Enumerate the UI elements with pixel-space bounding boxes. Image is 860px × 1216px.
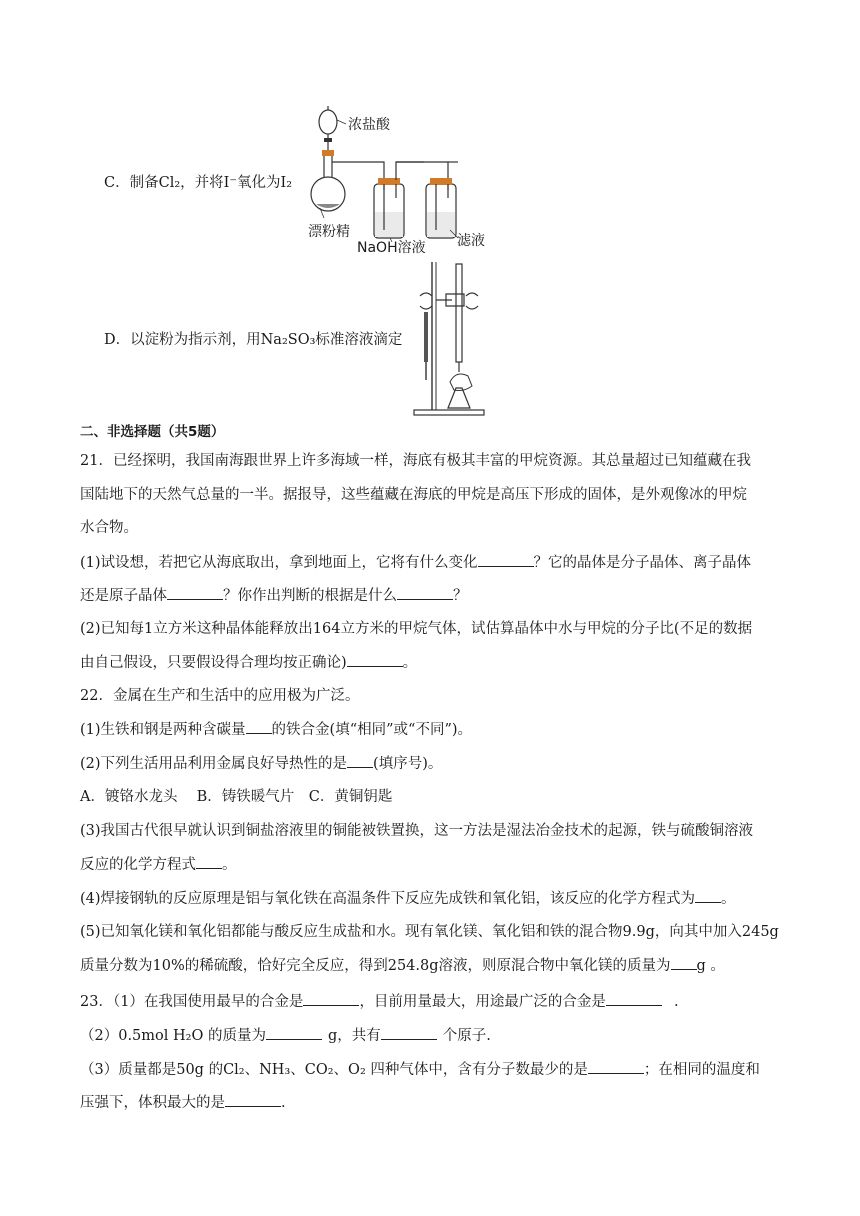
answer-blank[interactable] xyxy=(695,888,721,903)
q23-line3-text-a: （3）质量都是50g 的Cl₂、NH₃、CO₂、O₂ 四种气体中，含有分子数最少的是 xyxy=(80,1062,588,1078)
q21-part1-text-e: ？ xyxy=(453,588,468,604)
q21-part2-line1: (2)已知每1立方米这种晶体能释放出164立方米的甲烷气体，试估算晶体中水与甲烷的分子比(不足的数据 xyxy=(80,621,753,637)
q22-part5-line1: (5)已知氧化镁和氧化铝都能与酸反应生成盐和水。现有氧化镁、氧化铝和铁的混合物9.9g，向其中加入245g xyxy=(80,924,779,940)
q23-line4 xyxy=(80,1092,286,1113)
answer-blank[interactable] xyxy=(347,652,403,667)
q21-part2-text-c: 。 xyxy=(402,655,418,671)
q22-part2-text-b: (填序号)。 xyxy=(373,756,443,772)
q23-line4-text-b: . xyxy=(281,1095,286,1111)
q21-stem-line2: 国陆地下的天然气总量的一半。据报导，这些蕴藏在海底的甲烷是高压下形成的固体，是外观像冰的甲烷 xyxy=(80,487,747,503)
answer-blank[interactable] xyxy=(303,991,359,1006)
answer-blank[interactable] xyxy=(246,719,272,734)
q21-part1-text-a: (1)试设想，若把它从海底取出，拿到地面上，它将有什么变化 xyxy=(80,555,478,571)
answer-blank[interactable] xyxy=(478,552,534,567)
q23-line1-text-a: 23．（1）在我国使用最早的合金是 xyxy=(80,994,304,1010)
q23-line1 xyxy=(80,991,679,1012)
q23-line4-text-a: 压强下，体积最大的是 xyxy=(80,1095,225,1111)
q23-line2-text-a: （2）0.5mol H₂O 的质量为 xyxy=(80,1028,266,1044)
q22-part3-text-c: 。 xyxy=(222,857,237,873)
q23-line2-text-c: 个原子. xyxy=(442,1028,491,1044)
q21-part1-text-d: ？你作出判断的根据是什么 xyxy=(223,588,397,604)
q21-stem-line3: 水合物。 xyxy=(80,520,138,536)
q23-line3-text-b: ；在相同的温度和 xyxy=(643,1062,760,1078)
q21-part1-text-c: 还是原子晶体 xyxy=(80,588,167,604)
q21-part1-line1 xyxy=(80,552,751,573)
q22-part3-line1: (3)我国古代很早就认识到铜盐溶液里的铜能被铁置换，这一方法是湿法冶金技术的起源，铁与硫酸铜溶液 xyxy=(80,823,754,839)
q22-choices: A．镀铬水龙头 B．铸铁暖气片 C．黄铜钥匙 xyxy=(80,789,393,805)
answer-blank[interactable] xyxy=(347,753,373,768)
answer-blank[interactable] xyxy=(588,1059,644,1074)
answer-blank[interactable] xyxy=(167,585,223,600)
q22-part4-text-a: (4)焊接钢轨的反应原理是铝与氧化铁在高温条件下反应先成铁和氧化铝，该反应的化学方程式为 xyxy=(80,891,696,907)
q22-part5-line2 xyxy=(80,955,725,976)
q21-part1-line2 xyxy=(80,585,468,606)
q23-line3 xyxy=(80,1059,760,1080)
section-title: 二、非选择题（共5题） xyxy=(80,424,225,440)
answer-blank[interactable] xyxy=(196,854,222,869)
answer-blank[interactable] xyxy=(381,1025,437,1040)
titration-apparatus-diagram xyxy=(406,260,496,420)
q22-part3-text-b: 反应的化学方程式 xyxy=(80,857,196,873)
q22-part1-text-a: (1)生铁和钢是两种含碳量 xyxy=(80,722,246,738)
option-d-text: D．以淀粉为指示剂，用Na₂SO₃标准溶液滴定 xyxy=(104,332,403,348)
option-c-text: C．制备Cl₂，并将I⁻氧化为I₂ xyxy=(104,175,293,191)
q23-line1-text-c: . xyxy=(673,994,679,1010)
q22-part4 xyxy=(80,888,736,909)
q23-line2 xyxy=(80,1025,491,1046)
q22-part1-text-b: 的铁合金(填“相同”或“不同”)。 xyxy=(271,722,473,738)
q22-part5-text-c: g 。 xyxy=(696,958,725,974)
q21-part2-text-b: 由自己假设，只要假设得合理均按正确论) xyxy=(80,655,347,671)
answer-blank[interactable] xyxy=(671,955,697,970)
q22-stem: 22．金属在生产和生活中的应用极为广泛。 xyxy=(80,688,360,704)
answer-blank[interactable] xyxy=(225,1092,281,1107)
answer-blank[interactable] xyxy=(397,585,453,600)
q23-line1-text-b: ，目前用量最大，用途最广泛的合金是 xyxy=(359,994,606,1010)
label-bleach-powder: 漂粉精 xyxy=(308,224,350,240)
label-filtrate: 滤液 xyxy=(457,233,485,249)
q21-stem-line1: 21．已经探明，我国南海跟世界上许多海域一样，海底有极其丰富的甲烷资源。其总量超过已知蕴藏在我 xyxy=(80,453,751,469)
q22-part4-text-b: 。 xyxy=(721,891,736,907)
answer-blank[interactable] xyxy=(266,1025,322,1040)
q21-part2-line2 xyxy=(80,652,417,673)
q23-line2-text-b: g，共有 xyxy=(327,1028,381,1044)
q22-part2-text-a: (2)下列生活用品利用金属良好导热性的是 xyxy=(80,756,348,772)
label-conc-hcl: 浓盐酸 xyxy=(348,117,390,133)
label-naoh-solution: NaOH溶液 xyxy=(357,240,426,256)
q22-part2 xyxy=(80,753,442,774)
q22-part1 xyxy=(80,719,472,740)
q21-part1-text-b: ？它的晶体是分子晶体、离子晶体 xyxy=(533,555,752,571)
answer-blank[interactable] xyxy=(606,991,662,1006)
q22-part3-line2 xyxy=(80,854,237,875)
q22-part5-text-b: 质量分数为10%的稀硫酸，恰好完全反应，得到254.8g溶液，则原混合物中氧化镁的质量为 xyxy=(80,958,671,974)
